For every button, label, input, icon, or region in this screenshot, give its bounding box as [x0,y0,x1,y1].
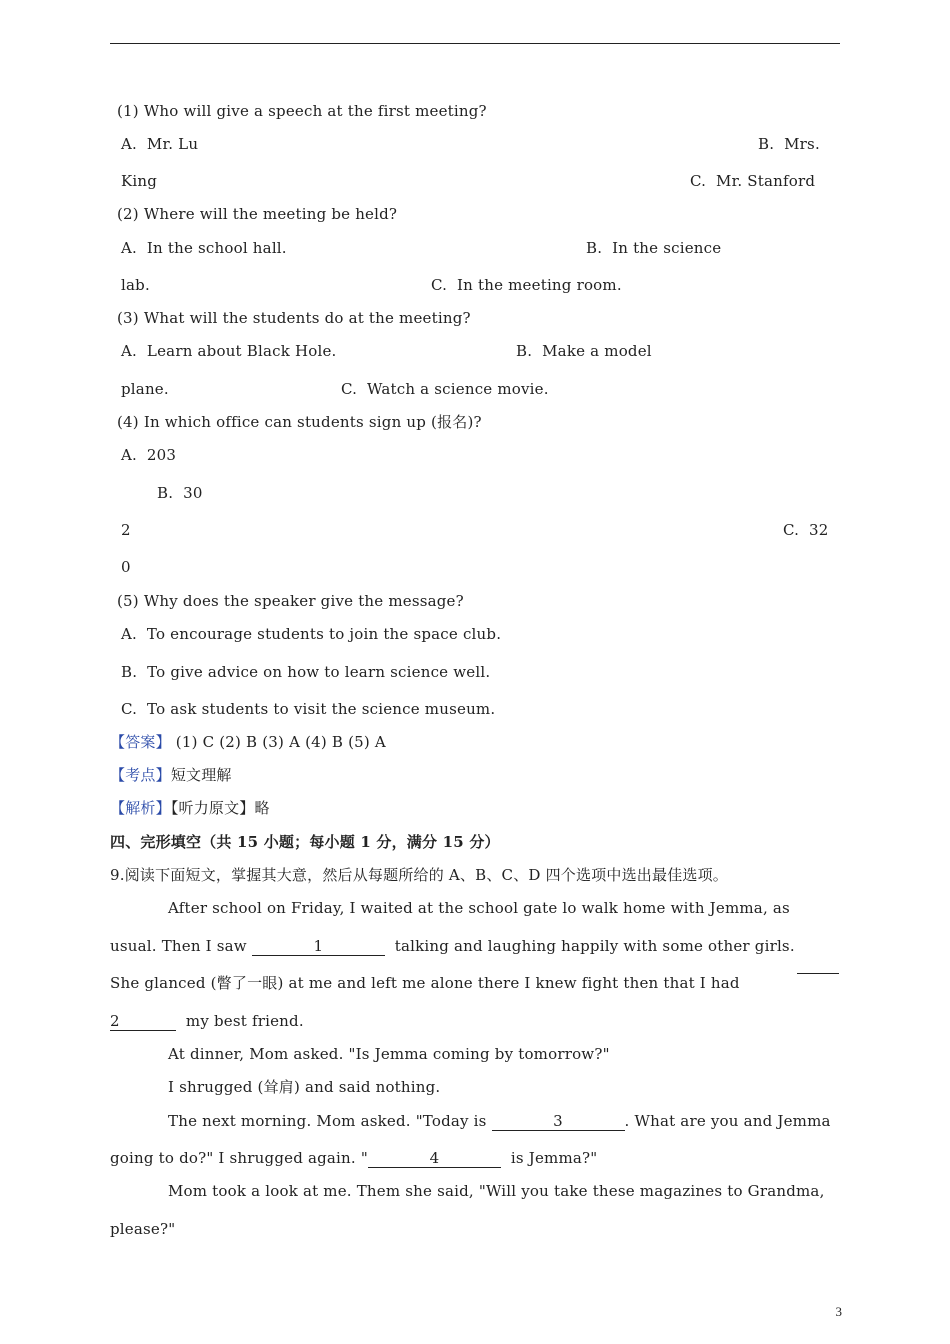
passage-line: I shrugged (耸肩) and said nothing. [168,1078,441,1096]
answer-tag: 【答案】 [110,733,171,751]
header-rule [110,43,840,44]
q3-stem: (3) What will the students do at the meeting? [117,309,471,327]
jiexi-tag: 【解析】 [110,799,171,817]
q3-option-b-cont: plane. [121,380,169,398]
q3-option-b: B. Make a model [516,342,652,360]
blank-3[interactable]: 3 [492,1112,625,1131]
blank-1[interactable]: 1 [252,937,385,956]
q5-option-a: A. To encourage students to join the space club. [121,625,502,643]
passage-line: usual. Then I saw 1 talking and laughing happily with some other girls. [110,937,795,955]
passage-line: 2 my best friend. [110,1012,304,1030]
blank-4[interactable]: 4 [368,1149,501,1168]
kaodian-text: 短文理解 [170,766,232,784]
passage-line: She glanced (瞥了一眼) at me and left me alone there I knew fight then that I had [110,974,740,992]
jiexi-text: 【听力原文】略 [170,799,270,817]
q4-option-c: C. 32 [783,521,829,539]
q5-stem: (5) Why does the speaker give the message? [117,592,464,610]
q2-stem: (2) Where will the meeting be held? [117,205,398,223]
passage-line: After school on Friday, I waited at the school gate lo walk home with Jemma, as [168,899,790,917]
page-number: 3 [835,1304,842,1319]
q2-option-b-cont: lab. [121,276,150,294]
q2-option-b: B. In the science [586,239,722,257]
answer-text: (1) C (2) B (3) A (4) B (5) A [170,733,386,751]
passage-line: please?" [110,1220,176,1238]
q5-option-c: C. To ask students to visit the science museum. [121,700,496,718]
q4-option-a: A. 203 [121,446,177,464]
passage-line: The next morning. Mom asked. "Today is 3 . What are you and Jemma [168,1112,831,1130]
q2-option-c: C. In the meeting room. [431,276,622,294]
kaodian-line [110,765,232,785]
q2-option-a: A. In the school hall. [121,239,287,257]
q1-option-b-cont: King [121,172,158,190]
q1-option-b: B. Mrs. [758,135,820,153]
q4-option-b: B. 30 [157,484,203,502]
q4-option-b-digit: 2 [121,521,131,539]
passage-line: going to do?" I shrugged again. " 4 is Jemma?" [110,1149,598,1167]
q3-option-a: A. Learn about Black Hole. [121,342,337,360]
passage-line: At dinner, Mom asked. "Is Jemma coming by tomorrow?" [168,1045,610,1063]
passage-line: Mom took a look at me. Them she said, "Will you take these magazines to Grandma, [168,1182,825,1200]
instruction: 9.阅读下面短文，掌握其大意，然后从每题所给的 A、B、C、D 四个选项中选出最佳选项。 [110,866,729,884]
blank-2-start [797,973,839,974]
q1-option-a: A. Mr. Lu [121,135,199,153]
kaodian-tag: 【考点】 [110,766,171,784]
q5-option-b: B. To give advice on how to learn science well. [121,663,491,681]
jiexi-line [110,798,270,818]
q4-option-b-digit: 0 [121,558,131,576]
q3-option-c: C. Watch a science movie. [341,380,549,398]
answer-line [110,732,386,752]
q1-stem: (1) Who will give a speech at the first meeting? [117,102,487,120]
section-title: 四、完形填空（共 15 小题；每小题 1 分，满分 15 分） [110,833,500,851]
q1-option-c: C. Mr. Stanford [690,172,816,190]
q4-stem: (4) In which office can students sign up (报名)? [117,413,482,431]
blank-2[interactable]: 2 [110,1012,176,1031]
